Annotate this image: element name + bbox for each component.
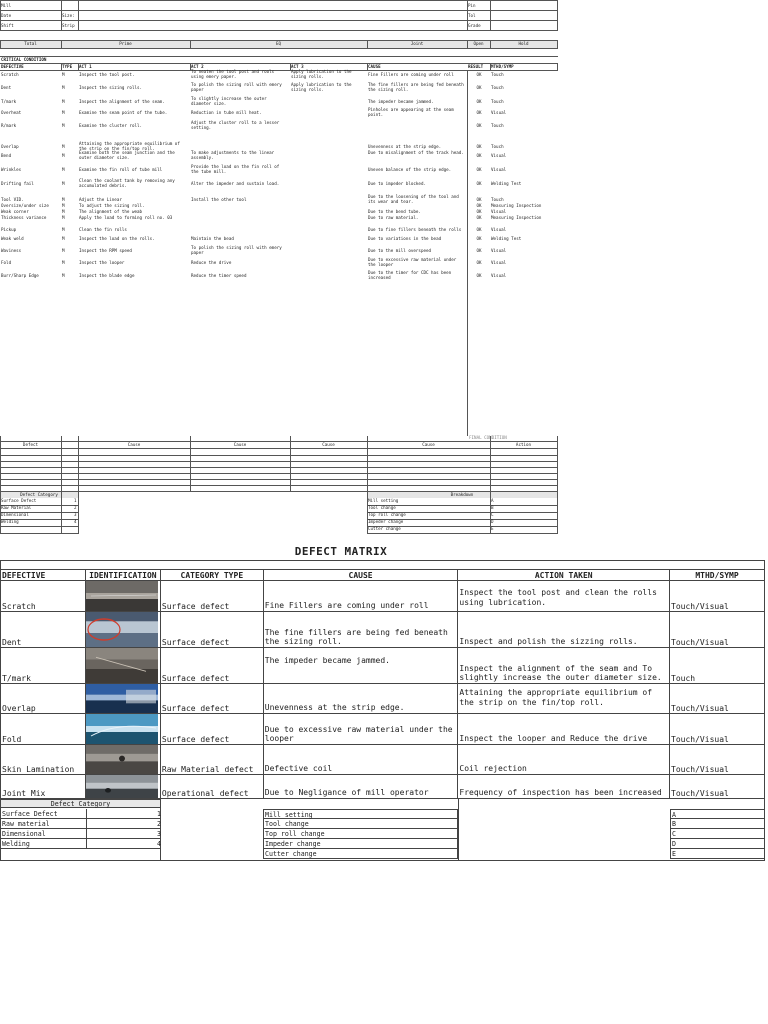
legend-category-number: 4	[157, 840, 161, 848]
critical-row-defect: Drifting fail	[1, 181, 34, 186]
critical-row-method: Visual	[491, 227, 507, 232]
critical-row-type: M	[62, 181, 65, 186]
matrix-cell-method: Touch/Visual	[670, 775, 765, 799]
matrix-cell-defect: Skin Lamination	[1, 745, 86, 775]
matrix-cell-category: Raw Material defect	[160, 745, 263, 775]
defect-matrix-title: DEFECT MATRIX	[294, 545, 388, 558]
legend-category-name: Welding	[2, 840, 30, 848]
top-category-number: 1	[74, 498, 77, 503]
meta-tol-label: Tol	[468, 13, 476, 18]
critical-row-method: Visual	[491, 248, 507, 253]
critical-row-defect: Bend	[1, 153, 12, 158]
matrix-cell-method: Touch/Visual	[670, 714, 765, 745]
col-method: MTHD/SYMP	[491, 64, 514, 69]
critical-row-act1: Inspect the alignment of the seam.	[79, 99, 165, 104]
lower-col-cause-3: Cause	[322, 442, 335, 447]
section-prime: Prime	[119, 41, 132, 46]
top-category-name: Raw Material	[1, 505, 32, 510]
col-act1: ACT 1	[79, 64, 92, 69]
critical-row-cause: Due to misalignment of the track head.	[368, 150, 464, 155]
matrix-cell-action: Inspect the looper and Reduce the drive	[458, 714, 670, 745]
col-result: RESULT	[468, 64, 484, 69]
matrix-cell-action: Inspect the alignment of the seam and To slightly increase the outer diameter size.	[458, 648, 670, 684]
critical-row-type: M	[62, 110, 65, 115]
critical-row-method: Welding Test	[491, 181, 522, 186]
matrix-cell-identification	[85, 684, 160, 714]
critical-row-result: OK	[476, 236, 482, 241]
matrix-cell-cause: Fine Fillers are coming under roll	[263, 581, 458, 612]
critical-row-act1: Examine both the seam junction and the outer diameter size.	[79, 150, 175, 160]
meta-shift-label: Shift	[1, 23, 14, 28]
critical-row-method: Visual	[491, 260, 507, 265]
legend-breakdown-code-row	[670, 819, 765, 829]
final-condition-label: FINAL CONDITION	[469, 435, 507, 440]
critical-row-type: M	[62, 209, 65, 214]
critical-row-act1: Inspect the sizing rolls.	[79, 85, 143, 90]
legend-breakdown-name: Tool change	[265, 820, 309, 828]
critical-row-type: M	[62, 153, 65, 158]
matrix-cell-identification	[85, 581, 160, 612]
critical-row-result: OK	[476, 227, 482, 232]
matrix-cell-category: Surface defect	[160, 648, 263, 684]
section-joint: Joint	[410, 41, 424, 46]
meta-size-label: Size:	[62, 13, 75, 18]
critical-row-act1: The alignment of the weab	[79, 209, 143, 214]
col-act2: ACT 2	[191, 64, 204, 69]
legend-category-number: 1	[157, 810, 161, 818]
lower-col-cause-2: Cause	[233, 442, 247, 447]
meta-strip-label: Strip	[62, 23, 75, 28]
critical-row-cause: Unevenness at the strip edge.	[368, 144, 442, 149]
critical-row-act2: To make adjustments to the linear assembly.	[191, 150, 275, 160]
legend-breakdown-row	[263, 819, 458, 829]
critical-row-act1: Inspect the RPM speed	[79, 248, 132, 253]
matrix-cell-cause: The impeder became jammed.	[263, 648, 458, 684]
critical-row-defect: R/mark	[1, 123, 17, 128]
critical-row-cause: Due to the loosening of the tool and its wear and tear.	[368, 194, 459, 204]
critical-row-result: OK	[476, 248, 482, 253]
matrix-header-method: MTHD/SYMP	[670, 570, 765, 581]
critical-row-act1: To adjust the sizing roll.	[79, 203, 145, 208]
top-breakdown-name: Impeder change	[368, 519, 404, 524]
critical-row-defect: Thickness variance	[1, 215, 47, 220]
matrix-row	[1, 648, 765, 684]
critical-row-act1: Adjust the Linear	[79, 197, 122, 202]
matrix-body	[1, 581, 765, 799]
critical-row-act3: Apply lubrication to the sizing rolls.	[291, 82, 352, 92]
critical-row-result: OK	[476, 209, 482, 214]
col-defective: DEFECTIVE	[1, 64, 24, 69]
critical-row-result: OK	[476, 197, 482, 202]
legend-breakdown-code-row	[670, 829, 765, 839]
col-act3: ACT 3	[291, 64, 304, 69]
section-open: Open	[473, 41, 484, 46]
critical-row-act1: Attaining the appropriate equilibrium of the strip on the fin/top roll.	[79, 141, 180, 151]
matrix-cell-method: Touch/Visual	[670, 581, 765, 612]
meta-mill-label: Mill	[1, 3, 12, 8]
critical-row-act1: Examine the fin roll of tube mill	[79, 167, 163, 172]
legend-breakdown-name: Top roll change	[265, 830, 325, 838]
legend-breakdown-code-row	[670, 809, 765, 819]
critical-row-type: M	[62, 260, 65, 265]
legend-breakdown-code: D	[672, 840, 676, 848]
critical-row-act1: Inspect the load on the rolls.	[79, 236, 155, 241]
critical-row-defect: Burr/Sharp Edge	[1, 273, 39, 278]
top-category-name: Dimensional	[1, 512, 29, 517]
legend-breakdown-name: Impeder change	[265, 840, 321, 848]
matrix-cell-method: Touch/Visual	[670, 745, 765, 775]
critical-row-result: OK	[476, 144, 482, 149]
matrix-cell-category: Surface defect	[160, 612, 263, 648]
matrix-row	[1, 684, 765, 714]
critical-row-result: OK	[476, 110, 482, 115]
matrix-row	[1, 581, 765, 612]
critical-row-cause: Due to the mill overspeed	[368, 248, 432, 253]
critical-condition-label: CRITICAL CONDITION	[1, 57, 47, 62]
lower-col-cause-4: Cause	[422, 442, 435, 447]
critical-row-result: OK	[476, 273, 482, 278]
legend-breakdown-code: C	[672, 830, 676, 838]
meta-date-label: Date	[1, 13, 12, 18]
critical-row-type: M	[62, 273, 65, 278]
joint-mix-photo	[86, 775, 158, 798]
critical-row-cause: Due to variations in the bead	[368, 236, 442, 241]
top-breakdown-code: E	[491, 526, 494, 531]
critical-row-result: OK	[476, 215, 482, 220]
critical-row-cause: Due to impeder blocked.	[368, 181, 426, 186]
legend-category-name: Surface Defect	[2, 810, 58, 818]
critical-row-act2: Reduction in tube mill heat.	[191, 110, 262, 115]
matrix-cell-method: Touch	[670, 648, 765, 684]
critical-row-type: M	[62, 167, 65, 172]
matrix-cell-action: Inspect the tool post and clean the rolls using lubrication.	[458, 581, 670, 612]
legend-breakdown-row	[263, 829, 458, 839]
critical-row-method: Visual	[491, 273, 507, 278]
critical-row-defect: Overlap	[1, 144, 19, 149]
critical-row-defect: Oversize/under size	[1, 203, 49, 208]
critical-row-cause: Due to the bend tube.	[368, 209, 421, 214]
matrix-cell-identification	[85, 612, 160, 648]
critical-row-defect: Wrinkles	[1, 167, 22, 172]
top-breakdown-code: D	[491, 519, 494, 524]
overlap-photo	[86, 684, 158, 713]
legend-category-row	[0, 819, 161, 829]
critical-row-type: M	[62, 144, 65, 149]
matrix-cell-category: Surface defect	[160, 581, 263, 612]
matrix-row	[1, 612, 765, 648]
critical-row-defect: Overheat	[1, 110, 22, 115]
critical-row-act2: Reduce the drive	[191, 260, 232, 265]
legend-breakdown-name: Mill setting	[265, 811, 313, 819]
legend-category-row	[0, 809, 161, 819]
critical-row-act2: Install the other tool	[191, 197, 247, 202]
critical-row-act1: Examine the seam point of the tube.	[79, 110, 168, 115]
meta-grade-label: Grade	[468, 23, 481, 28]
critical-row-defect: Tool VID.	[1, 197, 24, 202]
matrix-cell-defect: Dent	[1, 612, 86, 648]
legend-category-number: 2	[157, 820, 161, 828]
matrix-cell-defect: Scratch	[1, 581, 86, 612]
critical-row-cause: Uneven balance of the strip edge.	[368, 167, 452, 172]
critical-row-type: M	[62, 248, 65, 253]
critical-row-method: Measuring Inspection	[491, 203, 542, 208]
critical-row-act2: To neaten the tool post and rools using emery paper.	[191, 69, 275, 79]
fold-photo	[86, 714, 158, 744]
critical-row-cause: Fine Fillers are coming under roll	[368, 72, 454, 77]
top-breakdown-name: Mill setting	[368, 498, 399, 503]
legend-category-number: 3	[157, 830, 161, 838]
matrix-cell-cause: Unevenness at the strip edge.	[263, 684, 458, 714]
matrix-cell-method: Touch/Visual	[670, 612, 765, 648]
critical-row-type: M	[62, 85, 65, 90]
critical-row-type: M	[62, 227, 65, 232]
critical-row-cause: Due to fine fillers beneath the rolls	[368, 227, 462, 232]
matrix-cell-method: Touch/Visual	[670, 684, 765, 714]
critical-row-result: OK	[476, 99, 482, 104]
critical-row-method: Visual	[491, 209, 507, 214]
top-breakdown-name: Tool change	[368, 505, 396, 510]
critical-row-type: M	[62, 215, 65, 220]
critical-row-defect: Fold	[1, 260, 12, 265]
critical-row-method: Visual	[491, 167, 507, 172]
critical-row-cause: Due to the timer for CDC has been increased	[368, 270, 452, 280]
dent-photo	[86, 612, 158, 647]
meta-pin-label: Pin	[468, 3, 476, 8]
top-breakdown-title: Breakdown	[450, 492, 474, 497]
legend-breakdown-code: B	[672, 820, 676, 828]
matrix-cell-action: Frequency of inspection has been increased	[458, 775, 670, 799]
critical-row-act1: Inspect the blade edge	[79, 273, 135, 278]
critical-row-act3: Apply lubrication to the sizing rolls.	[291, 69, 352, 79]
legend-breakdown-code: A	[672, 811, 676, 819]
scratch-photo	[86, 581, 158, 611]
matrix-header-defective: DEFECTIVE	[1, 570, 86, 581]
critical-row-act2: Adjust the cluster roll to a lesser setting.	[191, 120, 280, 130]
critical-row-act1: Clean the fin rolls	[79, 227, 127, 232]
critical-row-result: OK	[476, 123, 482, 128]
matrix-header-category: CATEGORY TYPE	[160, 570, 263, 581]
section-total: Total	[24, 41, 37, 46]
legend-breakdown-row	[263, 809, 458, 819]
critical-row-act2: Alter the impeder and sustain load.	[191, 181, 280, 186]
col-cause: CAUSE	[368, 64, 381, 69]
critical-row-result: OK	[476, 85, 482, 90]
legend-breakdown-row	[263, 839, 458, 849]
critical-row-result: OK	[476, 181, 482, 186]
critical-row-defect: Scratch	[1, 72, 19, 77]
section-eq: EQ	[275, 41, 282, 46]
critical-row-defect: Pickup	[1, 227, 17, 232]
critical-row-defect: Dent	[1, 85, 12, 90]
top-breakdown-code: B	[491, 505, 494, 510]
matrix-header-identification: IDENTIFICATION	[85, 570, 160, 581]
critical-row-act1: Apply the load to forming roll no. 03	[79, 215, 173, 220]
critical-row-defect: Waviness	[1, 248, 22, 253]
critical-row-act2: Maintain the bead	[191, 236, 234, 241]
critical-row-result: OK	[476, 153, 482, 158]
critical-row-defect: T/mark	[1, 99, 17, 104]
col-type: TYPE	[62, 64, 73, 69]
matrix-cell-action: Inspect and polish the sizzing rolls.	[458, 612, 670, 648]
inspection-sheet	[0, 0, 558, 540]
top-category-number: 2	[74, 505, 77, 510]
critical-row-method: Touch	[491, 144, 504, 149]
critical-row-act2: To polish the sizing roll with emery paper	[191, 245, 282, 255]
matrix-cell-cause: Due to excessive raw material under the looper	[263, 714, 458, 745]
critical-row-cause: Pinholes are appearing at the seam point.	[368, 107, 454, 117]
matrix-cell-category: Surface defect	[160, 714, 263, 745]
matrix-cell-identification	[85, 714, 160, 745]
matrix-row	[1, 775, 765, 799]
lower-col-cause-1: Cause	[127, 442, 141, 447]
matrix-cell-cause: Defective coil	[263, 745, 458, 775]
matrix-cell-category: Surface defect	[160, 684, 263, 714]
critical-row-type: M	[62, 72, 65, 77]
legend-category-row	[0, 829, 161, 839]
legend-breakdown-name: Cutter change	[265, 850, 317, 858]
critical-row-method: Welding Test	[491, 236, 522, 241]
critical-row-method: Touch	[491, 123, 504, 128]
matrix-cell-defect: Joint Mix	[1, 775, 86, 799]
critical-row-result: OK	[476, 72, 482, 77]
matrix-row	[1, 714, 765, 745]
top-category-name: Surface Defect	[1, 498, 37, 503]
critical-row-type: M	[62, 236, 65, 241]
lower-col-action: Action	[515, 442, 532, 447]
skin-lamination-photo	[86, 745, 158, 774]
critical-row-method: Touch	[491, 85, 504, 90]
critical-row-type: M	[62, 99, 65, 104]
section-hold: Hold	[518, 41, 529, 46]
critical-row-type: M	[62, 203, 65, 208]
critical-row-result: OK	[476, 167, 482, 172]
critical-row-result: OK	[476, 203, 482, 208]
critical-row-cause: Due to raw material.	[368, 215, 419, 220]
critical-row-method: Visual	[491, 153, 507, 158]
critical-row-cause: Due to excessive raw material under the looper	[368, 257, 457, 267]
lower-col-defect: Defect	[22, 442, 39, 447]
critical-row-method: Visual	[491, 110, 507, 115]
matrix-cell-identification	[85, 775, 160, 799]
critical-row-act2: Reduce the timer speed	[191, 273, 247, 278]
matrix-cell-action: Coil rejection	[458, 745, 670, 775]
critical-row-method: Touch	[491, 99, 504, 104]
critical-row-method: Touch	[491, 72, 504, 77]
matrix-cell-defect: T/mark	[1, 648, 86, 684]
critical-row-act2: To polish the sizing roll with emery paper	[191, 82, 282, 92]
critical-row-type: M	[62, 123, 65, 128]
legend-breakdown-code-row	[670, 839, 765, 849]
top-breakdown-name: Cutter change	[368, 526, 401, 531]
tmark-photo	[86, 648, 158, 683]
top-breakdown-code: A	[491, 498, 494, 503]
matrix-cell-cause: The fine fillers are being fed beneath the sizing roll.	[263, 612, 458, 648]
critical-row-method: Measuring Inspection	[491, 215, 542, 220]
legend-defect-category-title: Defect Category	[50, 800, 111, 808]
critical-row-act1: Inspect the looper	[79, 260, 125, 265]
matrix-cell-identification	[85, 648, 160, 684]
legend-breakdown-row	[263, 849, 458, 859]
legend-category-name: Raw material	[2, 820, 50, 828]
matrix-cell-defect: Fold	[1, 714, 86, 745]
matrix-cell-defect: Overlap	[1, 684, 86, 714]
critical-row-act2: Provide the load on the fin roll of the tube mill.	[191, 164, 280, 174]
top-defect-category-title: Defect Category	[20, 492, 58, 497]
matrix-header-action: ACTION TAKEN	[458, 570, 670, 581]
critical-row-method: Touch	[491, 197, 504, 202]
matrix-legend	[0, 799, 765, 861]
top-category-number: 4	[74, 519, 77, 524]
critical-row-act1: Clean the coolant tank by removing any accumulated debris.	[79, 178, 175, 188]
critical-row-act1: Examine the cluster roll.	[79, 123, 143, 128]
matrix-header-cause: CAUSE	[263, 570, 458, 581]
legend-breakdown-code: E	[672, 850, 676, 858]
matrix-top-strip	[1, 561, 765, 570]
matrix-cell-identification	[85, 745, 160, 775]
matrix-cell-action: Attaining the appropriate equilibrium of the strip on the fin/top roll.	[458, 684, 670, 714]
critical-row-result: OK	[476, 260, 482, 265]
matrix-row	[1, 745, 765, 775]
critical-row-defect: Weak weld	[1, 236, 24, 241]
matrix-cell-category: Operational defect	[160, 775, 263, 799]
critical-row-defect: Weak corner	[1, 209, 29, 214]
top-category-number: 3	[74, 512, 77, 517]
legend-breakdown-code-row	[670, 849, 765, 859]
legend-category-row	[0, 839, 161, 849]
legend-category-name: Dimensional	[2, 830, 46, 838]
critical-row-type: M	[62, 197, 65, 202]
critical-row-act2: To slightly increase the outer diameter size.	[191, 96, 267, 106]
matrix-cell-cause: Due to Negligance of mill operator	[263, 775, 458, 799]
critical-row-cause: The impeder became jammed.	[368, 99, 434, 104]
critical-row-cause: The fine fillers are being fed beneath the sizing roll.	[368, 82, 464, 92]
top-breakdown-code: C	[491, 512, 494, 517]
top-breakdown-name: Top roll change	[368, 512, 406, 517]
critical-row-act1: Inspect the tool post.	[79, 72, 135, 77]
defect-matrix-table	[0, 560, 765, 799]
top-category-name: Welding	[1, 519, 19, 524]
